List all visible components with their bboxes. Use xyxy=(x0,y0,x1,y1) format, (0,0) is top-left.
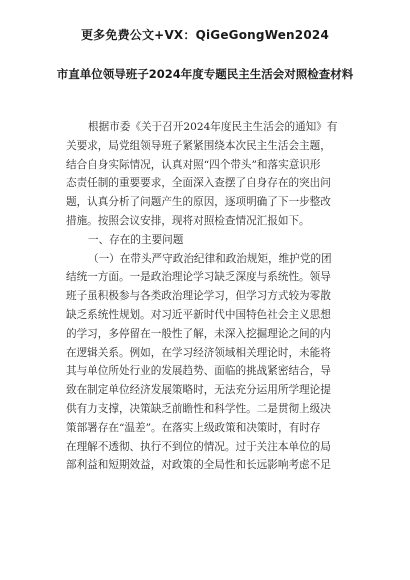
watermark-header: 更多免费公文+VX：QiGeGongWen2024 xyxy=(80,28,329,42)
text-line: 题，认真分析了问题产生的原因，逐项明确了下一步整改 xyxy=(66,196,331,209)
paragraph-intro xyxy=(66,118,346,231)
text-line: 在理解不透彻、执行不到位的情况。过于关注本单位的局 xyxy=(66,440,331,453)
text-line: 策部署存在“温差”。在落实上级政策和决策时，有时存 xyxy=(66,421,321,434)
text-line: 根据市委《关于召开2024年度民主生活会的通知》有 xyxy=(88,121,338,133)
text-line: 结合自身实际情况，认真对照“四个带头”和落实意识形 xyxy=(66,158,321,171)
text-line: 在逻辑关系。例如，在学习经济领域相关理论时，未能将 xyxy=(66,346,331,359)
text-line: 班子虽积极参与各类政治理论学习，但学习方式较为零散 xyxy=(66,290,331,303)
text-line: 关要求，局党组领导班子紧紧围绕本次民主生活会主题， xyxy=(66,139,331,152)
document-body xyxy=(66,118,346,475)
text-line: 态责任制的重要要求，全面深入查摆了自身存在的突出问 xyxy=(66,177,331,190)
text-line: 措施。按照会议安排，现将对照检查情况汇报如下。 xyxy=(66,214,310,227)
document-title: 市直单位领导班子2024年度专题民主生活会对照检查材料 xyxy=(56,67,354,81)
text-line: 供有力支撑，决策缺乏前瞻性和科学性。二是贯彻上级决 xyxy=(66,402,331,415)
text-line: 部利益和短期效益，对政策的全局性和长远影响考虑不足 xyxy=(66,459,331,472)
text-line: 缺乏系统性规划。对习近平新时代中国特色社会主义思想 xyxy=(66,308,331,321)
text-line: 致在制定单位经济发展策略时，无法充分运用所学理论提 xyxy=(66,384,331,397)
paragraph-problems xyxy=(66,250,346,476)
section-heading: 一、存在的主要问题 xyxy=(88,233,184,246)
text-line: 结统一方面。一是政治理论学习缺乏深度与系统性。领导 xyxy=(66,271,331,284)
text-line: （一）在带头严守政治纪律和政治规矩，维护党的团 xyxy=(88,252,332,265)
text-line: 的学习，多停留在一般性了解，未深入挖掘理论之间的内 xyxy=(66,327,331,340)
text-line: 其与单位所处行业的发展趋势、面临的挑战紧密结合，导 xyxy=(66,365,331,378)
